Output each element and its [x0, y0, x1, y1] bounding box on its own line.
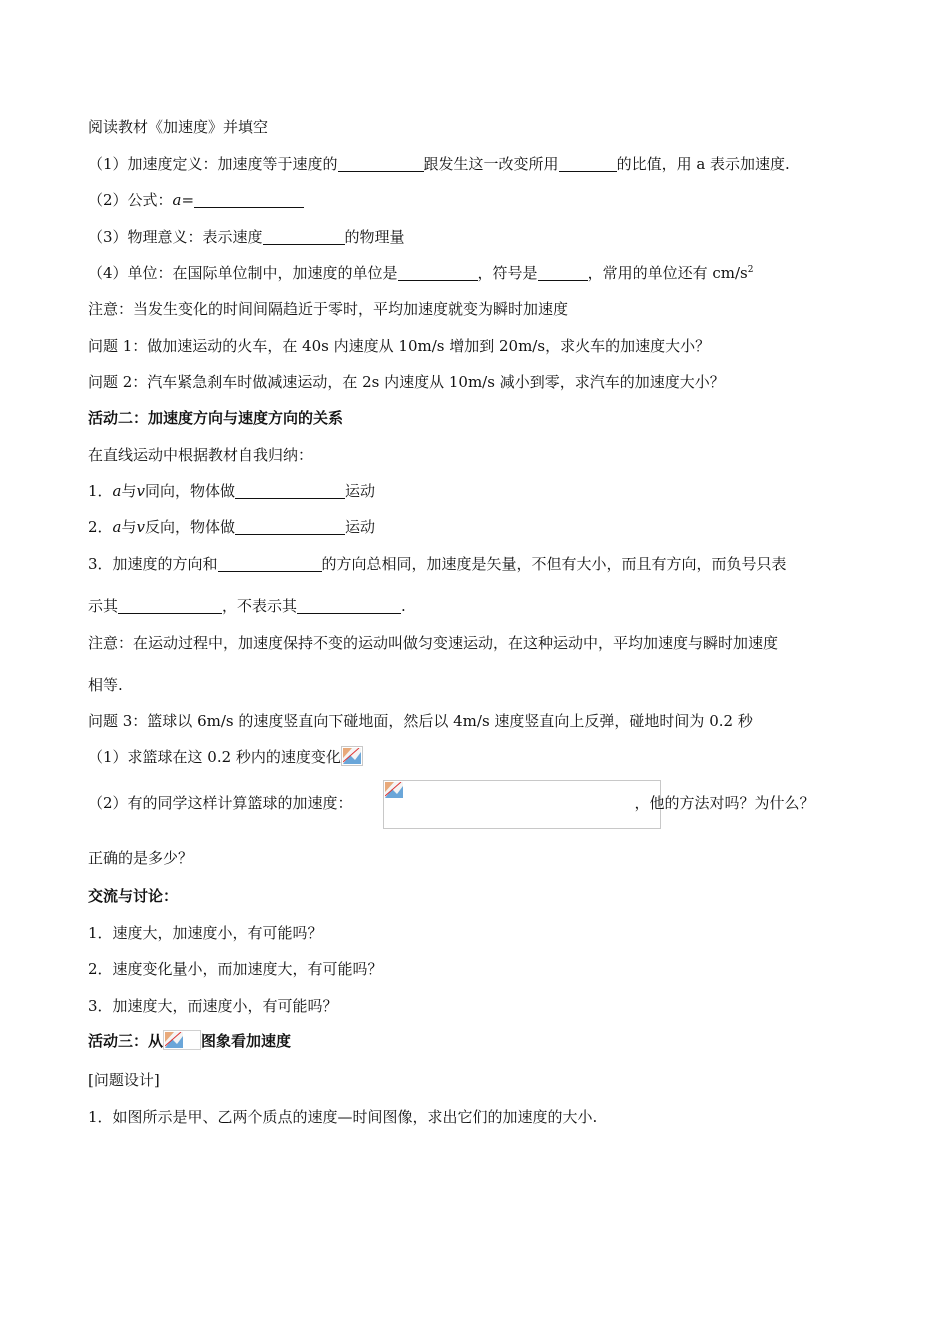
formula-symbol: a= — [172, 191, 195, 209]
text: 相等. — [88, 676, 123, 694]
symbol: v — [136, 518, 145, 536]
discussion-3 — [88, 996, 338, 1016]
fill-blank — [235, 518, 345, 535]
meaning-line — [88, 227, 405, 247]
item-3-cont — [88, 596, 406, 616]
text: 在直线运动中根据教材自我归纳： — [88, 446, 314, 464]
section-heading-3 — [88, 1030, 291, 1051]
text: 反向，物体做 — [145, 518, 236, 536]
symbol: a — [112, 482, 122, 500]
text: 运动 — [345, 482, 376, 500]
broken-image-icon — [163, 1030, 201, 1050]
text: 的比值，用 a 表示加速度. — [616, 155, 790, 173]
item-2 — [88, 517, 375, 537]
text: 问题 2：汽车紧急刹车时做减速运动，在 2s 内速度从 10m/s 减小到零，求汽车的加速度大小？ — [88, 373, 725, 391]
text: 示其 — [88, 597, 119, 615]
text: ，不表示其 — [222, 597, 298, 615]
text: 同向，物体做 — [145, 482, 236, 500]
heading: 活动三：从 — [88, 1032, 164, 1050]
text: [问题设计] — [88, 1071, 160, 1089]
question-1 — [88, 336, 710, 356]
text: ，常用的单位还有 cm/s — [587, 264, 748, 282]
note-1 — [88, 299, 568, 319]
heading: 活动二：加速度方向与速度方向的关系 — [88, 409, 344, 427]
text: 的方向总相同，加速度是矢量，不但有大小，而且有方向，而负号只表 — [321, 555, 787, 573]
text: （4）单位：在国际单位制中，加速度的单位是 — [88, 264, 398, 282]
text: 2．速度变化量小，而加速度大，有可能吗？ — [88, 960, 383, 978]
question-3 — [88, 711, 753, 731]
text: （1）求篮球在这 0.2 秒内的速度变化 — [88, 748, 341, 766]
text: 问题 1：做加速运动的火车，在 40s 内速度从 10m/s 增加到 20m/s，求火车的加速度大小？ — [88, 337, 711, 355]
text: （2）有的同学这样计算篮球的加速度： — [88, 794, 353, 812]
question-3-part-1 — [88, 746, 363, 767]
text: 3．加速度大，而速度小，有可能吗？ — [88, 997, 338, 1015]
text: 1．如图所示是甲、乙两个质点的速度—时间图像，求出它们的加速度的大小. — [88, 1108, 598, 1126]
text: ，他的方法对吗？为什么？ — [634, 794, 815, 812]
section-heading-discussion — [88, 886, 178, 906]
item-3 — [88, 554, 787, 574]
heading: 交流与讨论： — [88, 887, 179, 905]
section-heading-2 — [88, 408, 343, 428]
text: 正确的是多少？ — [88, 849, 194, 867]
note-2-cont — [88, 675, 123, 695]
formula-line — [88, 190, 304, 210]
symbol: a — [112, 518, 122, 536]
question-3-part-3 — [88, 848, 193, 868]
text: 运动 — [345, 518, 376, 536]
question-3-part-2 — [88, 793, 815, 813]
unit-line — [88, 263, 753, 283]
fill-blank — [338, 155, 424, 172]
text: 的物理量 — [344, 228, 405, 246]
fill-blank — [297, 597, 401, 614]
definition-line — [88, 154, 790, 174]
fill-blank — [194, 191, 304, 208]
superscript: 2 — [747, 265, 754, 275]
text: . — [401, 597, 406, 615]
fill-blank — [559, 155, 617, 172]
fill-blank — [538, 264, 588, 281]
text: （1）加速度定义：加速度等于速度的 — [88, 155, 338, 173]
text: （2）公式： — [88, 191, 173, 209]
item-1 — [88, 481, 375, 501]
discussion-1 — [88, 923, 323, 943]
text: 3．加速度的方向和 — [88, 555, 218, 573]
note-2 — [88, 633, 778, 653]
fill-blank — [398, 264, 478, 281]
text: 阅读教材《加速度》并填空 — [88, 118, 269, 136]
text: ，符号是 — [477, 264, 538, 282]
text: 与 — [121, 482, 137, 500]
fill-blank — [235, 482, 345, 499]
intro-text — [88, 117, 268, 137]
summary-intro — [88, 445, 313, 465]
discussion-2 — [88, 959, 383, 979]
symbol: v — [136, 482, 145, 500]
text: 1． — [88, 482, 113, 500]
problem-1 — [88, 1107, 597, 1127]
text: 2． — [88, 518, 113, 536]
heading: 图象看加速度 — [201, 1032, 292, 1050]
text: 跟发生这一改变所用 — [423, 155, 559, 173]
text: （3）物理意义：表示速度 — [88, 228, 263, 246]
fill-blank — [118, 597, 222, 614]
broken-image-icon — [341, 746, 363, 766]
text: 与 — [121, 518, 137, 536]
fill-blank — [263, 228, 345, 245]
text: 注意：在运动过程中，加速度保持不变的运动叫做匀变速运动，在这种运动中，平均加速度与瞬时加速度 — [88, 634, 779, 652]
text: 问题 3：篮球以 6m/s 的速度竖直向下碰地面，然后以 4m/s 速度竖直向上反弹，碰地时间为 0.2 秒 — [88, 712, 753, 730]
text: 注意：当发生变化的时间间隔趋近于零时，平均加速度就变为瞬时加速度 — [88, 300, 569, 318]
question-2 — [88, 372, 725, 392]
problem-design-label — [88, 1070, 160, 1090]
text: 1．速度大，加速度小，有可能吗？ — [88, 924, 323, 942]
fill-blank — [218, 555, 322, 572]
